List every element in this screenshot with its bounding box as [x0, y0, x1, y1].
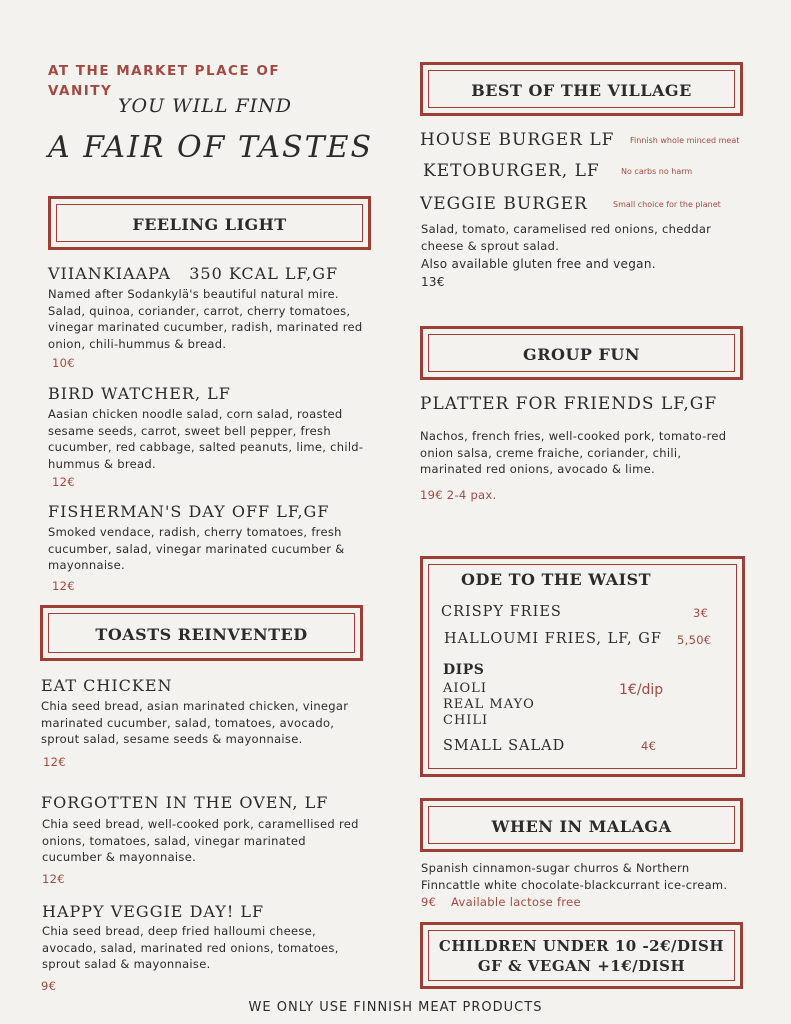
- menu-item-description: Aasian chicken noodle salad, corn salad, roasted sesame seeds, carrot, sweet bell pepper, fresh cucumber, red cabbage, salted peanuts, lime, child-hummus & bread.: [48, 407, 364, 471]
- menu-item-name: BIRD WATCHER, LF: [48, 384, 231, 403]
- feeling-light-heading-box: [48, 196, 371, 250]
- header-subtitle: YOU WILL FIND: [118, 95, 293, 117]
- menu-item-note: Finnish whole minced meat: [630, 136, 740, 145]
- menu-item-name: VIIANKIAAPA 350 KCAL LF,GF: [48, 264, 339, 283]
- menu-item-price: 9€: [41, 979, 57, 993]
- menu-item-note: No carbs no harm: [621, 167, 693, 176]
- dips-label: DIPS: [443, 662, 485, 678]
- menu-item-price: 10€: [52, 356, 75, 370]
- menu-item-note: Small choice for the planet: [613, 200, 721, 209]
- menu-item-price: 12€: [42, 872, 65, 886]
- menu-item-price: 12€: [43, 755, 66, 769]
- waist-title: ODE TO THE WAIST: [461, 570, 652, 589]
- malaga-title: WHEN IN MALAGA: [491, 817, 672, 836]
- footer-note: WE ONLY USE FINNISH MEAT PRODUCTS: [248, 1000, 543, 1015]
- dip-option: AIOLI: [443, 681, 487, 696]
- menu-item-price: 9€: [421, 895, 437, 909]
- menu-item-price: 12€: [52, 579, 75, 593]
- menu-item-price: 19€ 2-4 pax.: [420, 488, 497, 502]
- children-line-1: CHILDREN UNDER 10 -2€/DISH: [438, 937, 725, 955]
- menu-item-name: PLATTER FOR FRIENDS LF,GF: [420, 394, 718, 414]
- header-tagline: AT THE MARKET PLACE OF: [48, 63, 281, 79]
- menu-item-description: Spanish cinnamon-sugar churros & Northern Finncattle white chocolate-blackcurrant ice-cream.: [421, 861, 728, 892]
- menu-item-name: HOUSE BURGER LF: [420, 130, 615, 150]
- menu-item-description: Nachos, french fries, well-cooked pork, tomato-red onion salsa, creme fraiche, coriander, chili, marinated red onions, avocado & lime.: [420, 429, 727, 476]
- feeling-light-title: FEELING LIGHT: [132, 215, 287, 234]
- menu-item-note: Available lactose free: [451, 895, 581, 909]
- sides-item-price: 4€: [641, 739, 657, 753]
- sides-item-name: HALLOUMI FRIES, LF, GF: [444, 631, 662, 647]
- menu-item-extra: Also available gluten free and vegan.: [421, 257, 656, 271]
- menu-item-name: HAPPY VEGGIE DAY! LF: [42, 902, 265, 921]
- menu-item-description: Smoked vendace, radish, cherry tomatoes, fresh cucumber, salad, vinegar marinated cucumber & mayonnaise.: [48, 525, 345, 572]
- menu-item-description: Chia seed bread, deep fried halloumi cheese, avocado, salad, marinated red onions, tomatoes, sprout salad & mayonnaise.: [42, 924, 339, 971]
- best-village-heading-box: [420, 62, 743, 116]
- menu-item-name: FISHERMAN'S DAY OFF LF,GF: [48, 502, 330, 521]
- children-line-2: GF & VEGAN +1€/DISH: [477, 957, 686, 975]
- menu-item-price: 13€: [421, 275, 445, 289]
- sides-item-price: 5,50€: [677, 633, 712, 647]
- menu-item-description: Chia seed bread, asian marinated chicken, vinegar marinated cucumber, salad, tomatoes, avocado, sprout salad, sesame seeds & mayonnaise.: [41, 699, 349, 746]
- dip-option: CHILI: [443, 713, 489, 728]
- menu-item-price: 12€: [52, 475, 75, 489]
- group-fun-heading-box: [420, 326, 743, 380]
- menu-item-description: Chia seed bread, well-cooked pork, caramellised red onions, tomatoes, salad, vinegar marinated cucumber & mayonnaise.: [42, 817, 359, 864]
- dips-price: 1€/dip: [619, 682, 664, 698]
- group-fun-title: GROUP FUN: [523, 345, 640, 364]
- malaga-heading-box: [420, 798, 743, 852]
- toasts-title: TOASTS REINVENTED: [95, 625, 308, 644]
- sides-item-name: CRISPY FRIES: [441, 604, 562, 620]
- header-tagline-2: VANITY: [48, 83, 113, 99]
- menu-item-name: VEGGIE BURGER: [420, 194, 588, 214]
- menu-item-description: Named after Sodankylä's beautiful natural mire. Salad, quinoa, coriander, carrot, cherry tomatoes, vinegar marinated cucumber, radish, marinated red onion, chili-hummus & bread.: [48, 287, 363, 351]
- menu-item-name: KETOBURGER, LF: [423, 161, 600, 181]
- best-village-title: BEST OF THE VILLAGE: [471, 81, 692, 100]
- children-info-box: [420, 922, 743, 989]
- toasts-heading-box: [40, 605, 363, 661]
- menu-item-name: EAT CHICKEN: [41, 676, 173, 695]
- sides-item-name: SMALL SALAD: [443, 738, 566, 754]
- menu-item-description: Salad, tomato, caramelised red onions, cheddar cheese & sprout salad.: [421, 222, 712, 253]
- sides-item-price: 3€: [693, 606, 709, 620]
- dip-option: REAL MAYO: [443, 697, 535, 712]
- menu-item-name: FORGOTTEN IN THE OVEN, LF: [41, 793, 329, 812]
- page-title: A FAIR OF TASTES: [48, 130, 374, 165]
